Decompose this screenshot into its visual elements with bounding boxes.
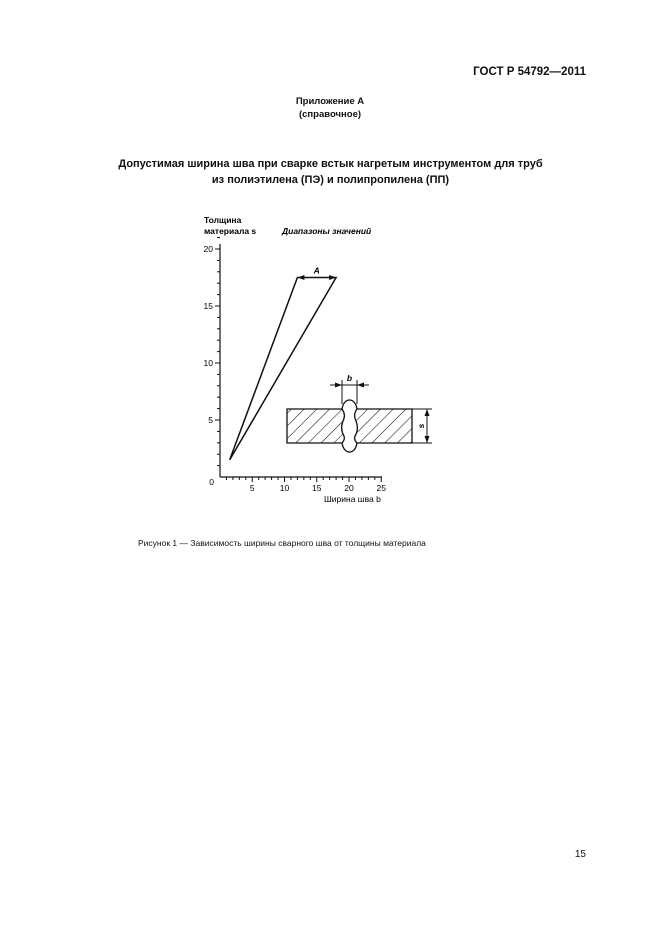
x-tick-label: 5 (249, 483, 255, 493)
annex-title: Приложение А (295, 96, 365, 107)
weld-bead-bottom (342, 443, 357, 452)
figure-caption: Рисунок 1 — Зависимость ширины сварного шва от толщины материала (138, 538, 426, 548)
weld-width-marker-b: b (346, 373, 353, 383)
x-axis-label: Ширина шва b (324, 494, 381, 504)
y-tick-label: 5 (208, 415, 213, 425)
thickness-arrow-top (425, 409, 430, 416)
x-ticks (226, 477, 386, 493)
range-label: Диапазоны значений (282, 226, 372, 236)
weld-width-arrow-left (335, 383, 342, 388)
range-arrowhead-left (297, 275, 304, 280)
section-heading-line-2: из полиэтилена (ПЭ) и полипропилена (ПП) (211, 174, 450, 186)
x-tick-label: 10 (279, 483, 290, 493)
range-marker-a: A (313, 265, 320, 276)
weld-joint-diagram (287, 373, 432, 452)
thickness-arrow-bottom (425, 436, 430, 443)
weld-bead-top (342, 400, 357, 409)
weld-width-arrow-right (357, 383, 364, 388)
y-axis-label-line-2: материала s (204, 226, 257, 236)
y-ticks (204, 238, 220, 466)
x-tick-label: 20 (344, 483, 354, 493)
section-heading-line-1: Допустимая ширина шва при сварке встык нагретым инструментом для труб (118, 158, 543, 170)
x-tick-label: 15 (312, 483, 322, 493)
y-tick-label: 10 (203, 358, 213, 368)
right-pipe-wall (355, 409, 412, 443)
y-tick-label: 15 (203, 301, 213, 311)
origin-label: 0 (209, 477, 214, 487)
annex-note: (справочное) (298, 109, 362, 120)
x-tick-label: 25 (376, 483, 386, 493)
thickness-marker-s: s (416, 423, 426, 429)
y-axis-label-line-1: Толщина (204, 215, 242, 225)
left-pipe-wall (287, 409, 344, 443)
standard-code: ГОСТ Р 54792—2011 (473, 66, 586, 78)
page-number: 15 (574, 849, 586, 860)
y-tick-label: 20 (203, 244, 213, 254)
